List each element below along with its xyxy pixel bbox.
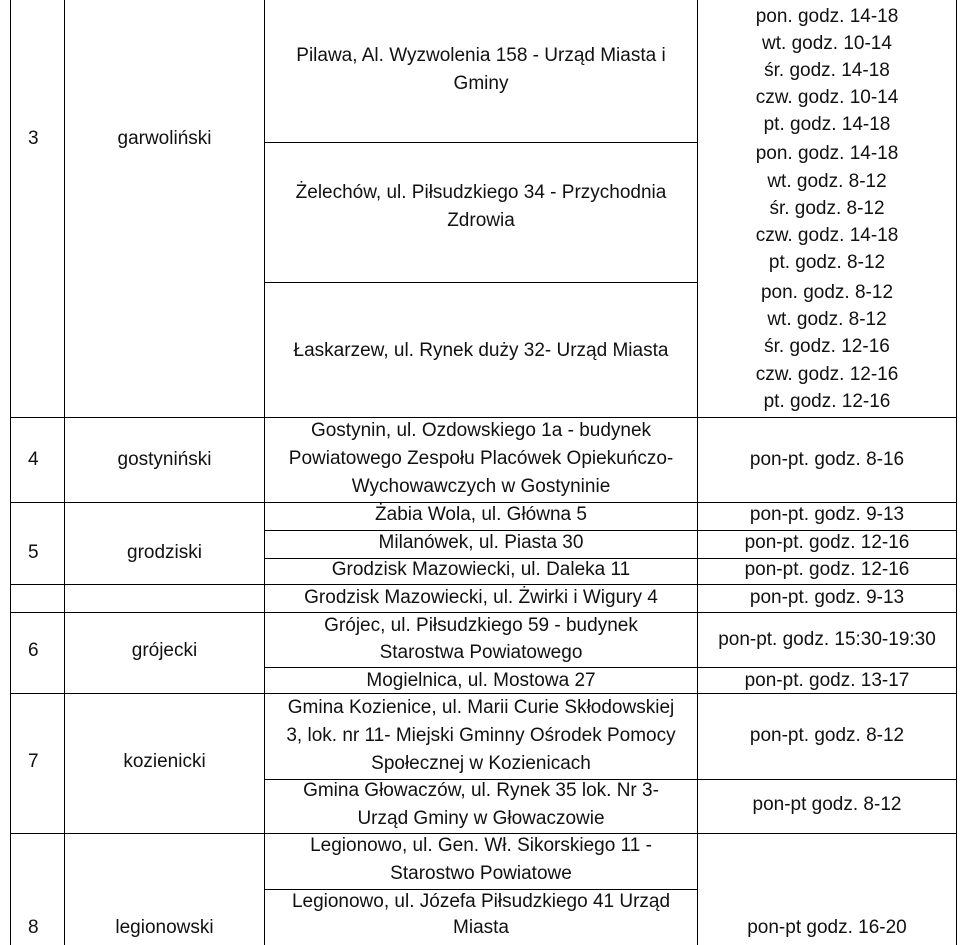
row-divider [264, 282, 697, 283]
powiat-name: grójecki [131, 640, 198, 661]
powiat-name: kozienicki [123, 751, 206, 772]
address-line: Gmina Kozienice, ul. Marii Curie Skłodowskiej [287, 697, 675, 718]
address-line: Urząd Gminy w Głowaczowie [357, 808, 605, 829]
address-line: Legionowo, ul. Gen. Wł. Sikorskiego 11 - [310, 835, 652, 856]
hours-line: pon-pt. godz. 13-17 [744, 670, 910, 691]
hours-line: pon-pt. godz. 8-16 [749, 449, 905, 470]
address-line: Grójec, ul. Piłsudzkiego 59 - budynek [324, 615, 638, 636]
address-line: Społecznej w Kozienicach [371, 753, 591, 774]
hours-line: czw. godz. 12-16 [755, 364, 899, 385]
address-line: Starostwa Powiatowego [379, 642, 583, 663]
row-divider [10, 833, 957, 834]
address-line: Miasta [453, 917, 509, 938]
row-number: 5 [28, 542, 39, 563]
address-line: Mogielnica, ul. Mostowa 27 [366, 670, 596, 691]
address-line: Gminy [453, 73, 509, 94]
row-number: 8 [28, 917, 39, 938]
row-number: 6 [28, 640, 39, 661]
address-line: Żabia Wola, ul. Główna 5 [375, 504, 587, 525]
row-divider [10, 417, 957, 418]
hours-line: śr. godz. 8-12 [769, 198, 885, 219]
address-line: Starostwo Powiatowe [390, 863, 572, 884]
hours-line: pon-pt. godz. 12-16 [744, 532, 910, 553]
hours-line: pon. godz. 8-12 [760, 282, 894, 303]
row-divider [264, 142, 697, 143]
address-line: Grodzisk Mazowiecki, ul. Daleka 11 [331, 559, 631, 580]
powiat-name: garwoliński [117, 128, 212, 149]
hours-line: wt. godz. 8-12 [767, 309, 887, 330]
address-line: Milanówek, ul. Piasta 30 [378, 532, 584, 553]
table-border-right [956, 0, 957, 945]
address-line: Powiatowego Zespołu Placówek Opiekuńczo- [288, 448, 674, 469]
hours-line: śr. godz. 14-18 [764, 60, 890, 81]
row-divider [264, 667, 957, 668]
address-line: Gmina Głowaczów, ul. Rynek 35 lok. Nr 3- [303, 780, 659, 801]
hours-line: pon. godz. 14-18 [755, 143, 899, 164]
row-divider [10, 612, 957, 613]
hours-line: pon. godz. 14-18 [755, 6, 899, 27]
hours-line: pon-pt. godz. 9-13 [749, 504, 905, 525]
hours-line: pon-pt godz. 16-20 [747, 917, 907, 938]
hours-line: pt. godz. 14-18 [763, 114, 891, 135]
hours-line: wt. godz. 10-14 [762, 33, 892, 54]
address-line: Zdrowia [447, 210, 515, 231]
address-line: Pilawa, Al. Wyzwolenia 158 - Urząd Miasta i [296, 45, 666, 66]
row-number: 3 [28, 128, 39, 149]
powiat-name: legionowski [115, 917, 214, 938]
hours-line: śr. godz. 12-16 [764, 336, 890, 357]
hours-line: pon-pt godz. 8-12 [752, 794, 902, 815]
row-divider [10, 584, 957, 585]
row-divider [10, 693, 957, 694]
hours-line: czw. godz. 10-14 [755, 87, 899, 108]
row-divider [264, 530, 957, 531]
hours-line: pon-pt. godz. 12-16 [744, 559, 910, 580]
powiat-name: gostyniński [117, 449, 212, 470]
row-number: 4 [28, 449, 39, 470]
address-line: Żelechów, ul. Piłsudzkiego 34 - Przychodnia [295, 182, 667, 203]
hours-line: pon-pt. godz. 15:30-19:30 [718, 629, 936, 650]
table-border-left [10, 0, 11, 945]
row-number: 7 [28, 751, 39, 772]
hours-line: pt. godz. 12-16 [763, 391, 891, 412]
address-line: Wychowawczych w Gostyninie [351, 476, 611, 497]
hours-line: pt. godz. 8-12 [768, 252, 886, 273]
address-line: 3, lok. nr 11- Miejski Gminny Ośrodek Pomocy [286, 725, 676, 746]
address-line: Legionowo, ul. Józefa Piłsudzkiego 41 Urząd [291, 891, 671, 912]
hours-line: czw. godz. 14-18 [755, 225, 899, 246]
address-line: Łaskarzew, ul. Rynek duży 32- Urząd Miasta [293, 340, 669, 361]
address-line: Gostynin, ul. Ozdowskiego 1a - budynek [310, 420, 652, 441]
hours-line: pon-pt. godz. 9-13 [749, 587, 905, 608]
address-line: Grodzisk Mazowiecki, ul. Żwirki i Wigury 4 [304, 587, 658, 608]
row-divider [264, 889, 697, 890]
row-divider [10, 502, 957, 503]
hours-line: wt. godz. 8-12 [767, 171, 887, 192]
hours-line: pon-pt. godz. 8-12 [749, 725, 905, 746]
powiat-name: grodziski [127, 542, 202, 563]
